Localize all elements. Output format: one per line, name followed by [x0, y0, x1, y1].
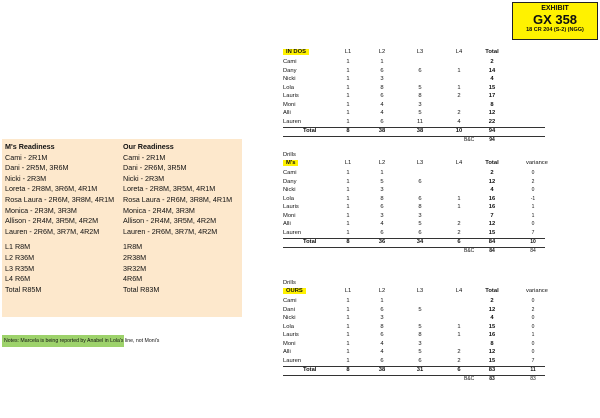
cell-l1: 1: [346, 187, 350, 193]
table-row: [283, 179, 545, 188]
cell-l2: 3: [380, 212, 384, 219]
cell-l2: 6: [380, 118, 384, 125]
table-row: [283, 59, 545, 68]
cell-variance: 0: [531, 349, 535, 355]
col-header-total: Total: [485, 160, 499, 166]
cell-l2: 6: [380, 306, 384, 313]
cell-l1: 1: [346, 349, 350, 355]
total-total: 84: [488, 239, 496, 245]
cell-total: 12: [488, 349, 496, 355]
table-row: [283, 341, 545, 350]
readiness-level: L3 R35M: [5, 263, 35, 273]
cell-variance: 7: [531, 229, 535, 236]
readiness-row: Loreta - 2R8M, 3R6M, 4R1M: [5, 184, 98, 194]
col-header-l1: L1: [344, 288, 352, 294]
cell-l1: 1: [346, 76, 350, 82]
total-row: [283, 366, 545, 376]
cell-l4: 2: [457, 93, 461, 99]
col-header-l3: L3: [416, 49, 424, 55]
cell-l4: 1: [457, 332, 461, 338]
table-row: [283, 324, 545, 333]
table-row: [283, 332, 545, 341]
cell-name: Moni: [283, 212, 296, 219]
cell-variance: 0: [531, 340, 535, 347]
col-header-variance: variance: [526, 288, 548, 294]
cell-l2: 4: [380, 101, 384, 108]
exhibit-label: EXHIBIT: [541, 5, 569, 12]
table-header-row: [283, 288, 548, 298]
col-header-l4: L4: [455, 288, 463, 294]
cell-variance: 0: [531, 323, 535, 330]
cell-name: Moni: [283, 340, 296, 347]
total-l4: 6: [457, 239, 461, 245]
cell-total: 16: [488, 332, 496, 338]
bc-variance: 83: [530, 376, 536, 382]
cell-name: Lola: [283, 84, 294, 91]
cell-total: 16: [488, 204, 496, 210]
cell-name: Lauren: [283, 229, 302, 236]
cell-total: 14: [488, 67, 496, 74]
table-row: [283, 315, 545, 324]
cell-l1: 1: [346, 332, 350, 338]
total-l2: 38: [378, 367, 386, 373]
cell-l4: 1: [457, 195, 461, 202]
ms-drills-table: [283, 152, 548, 256]
bc-variance: 84: [530, 248, 536, 254]
cell-variance: -1: [530, 195, 536, 202]
cell-l3: 6: [418, 229, 422, 236]
cell-l1: 1: [346, 306, 350, 313]
cell-l2: 6: [380, 357, 384, 364]
cell-name: Dani: [283, 306, 295, 313]
readiness-level: L1 R8M: [5, 242, 31, 252]
cell-l2: 6: [380, 93, 384, 99]
readiness-level: Total R83M: [123, 284, 160, 294]
total-label: Total: [303, 367, 317, 373]
readiness-row: Rosa Laura - 2R6M, 3R8M, 4R1M: [123, 194, 233, 204]
cell-variance: 7: [531, 357, 535, 364]
cell-l3: 5: [418, 306, 422, 313]
cell-name: Dany: [283, 178, 297, 185]
table-row: [283, 102, 545, 111]
cell-l3: 3: [418, 340, 422, 347]
cell-l1: 1: [346, 118, 350, 125]
ms-readiness-column: [5, 142, 114, 295]
total-l4: 10: [455, 128, 463, 134]
readiness-row: Loreta - 2R8M, 3R5M, 4R1M: [123, 184, 216, 194]
cell-name: Lauris: [283, 204, 299, 210]
cell-l2: 8: [380, 84, 384, 91]
cell-name: Lauris: [283, 332, 299, 338]
table-row: [283, 85, 545, 94]
cell-variance: 2: [531, 306, 535, 313]
cell-name: Cami: [283, 59, 297, 65]
cell-total: 12: [488, 306, 496, 313]
cell-total: 2: [490, 170, 494, 176]
cell-l1: 1: [346, 357, 350, 364]
drills-label: Drills: [283, 280, 296, 286]
cell-name: Alli: [283, 221, 291, 227]
readiness-row: Allison - 2R4M, 3R5M, 4R2M: [123, 216, 217, 226]
exhibit-number: GX 358: [532, 12, 578, 27]
cell-variance: 1: [531, 332, 535, 338]
cell-l3: 8: [418, 332, 422, 338]
cell-name: Alli: [283, 110, 291, 116]
cell-l4: 1: [457, 323, 461, 330]
total-l2: 38: [378, 128, 386, 134]
cell-l1: 1: [346, 221, 350, 227]
table-header-row: [283, 160, 548, 170]
cell-l2: 8: [380, 195, 384, 202]
cell-l1: 1: [346, 212, 350, 219]
table-row: [283, 196, 545, 205]
col-header-l3: L3: [416, 288, 424, 294]
cell-variance: 0: [531, 187, 535, 193]
total-label: Total: [303, 239, 317, 245]
cell-name: Nicki: [283, 76, 296, 82]
cell-l2: 1: [380, 170, 384, 176]
bc-label: B&C: [464, 376, 475, 382]
cell-name: Moni: [283, 101, 296, 108]
col-header-total: Total: [485, 49, 499, 55]
cell-l1: 1: [346, 101, 350, 108]
cell-l1: 1: [346, 84, 350, 91]
total-l2: 36: [378, 239, 386, 245]
ms-readiness-title: M's Readiness: [5, 142, 55, 151]
cell-l3: 11: [416, 118, 424, 125]
col-header-l3: L3: [416, 160, 424, 166]
cell-l3: 5: [418, 84, 422, 91]
cell-l2: 4: [380, 221, 384, 227]
table-row: [283, 221, 545, 230]
table-row: [283, 204, 545, 213]
cell-total: 16: [488, 195, 496, 202]
cell-l1: 1: [346, 110, 350, 116]
table-row: [283, 230, 545, 239]
cell-l3: 5: [418, 110, 422, 116]
col-header-l2: L2: [378, 160, 386, 166]
cell-name: Lauris: [283, 93, 299, 99]
cell-l1: 1: [346, 315, 350, 321]
cell-name: Cami: [283, 298, 297, 304]
table-row: [283, 76, 545, 85]
cell-total: 15: [488, 357, 496, 364]
cell-l4: 1: [457, 204, 461, 210]
table-row: [283, 119, 545, 128]
cell-total: 12: [488, 221, 496, 227]
total-l1: 8: [346, 367, 350, 373]
cell-l3: 6: [418, 178, 422, 185]
cell-l4: 2: [457, 221, 461, 227]
readiness-level: 2R38M: [123, 252, 147, 262]
cell-l3: 8: [418, 93, 422, 99]
cell-variance: 0: [531, 298, 535, 304]
col-header-l1: L1: [344, 160, 352, 166]
cell-total: 17: [488, 93, 496, 99]
table-row: [283, 358, 545, 367]
cell-l3: 3: [418, 101, 422, 108]
col-header-total: Total: [485, 288, 499, 294]
table-row: [283, 68, 545, 77]
cell-l4: 2: [457, 110, 461, 116]
cell-l4: 2: [457, 229, 461, 236]
readiness-row: Monica - 2R4M, 3R3M: [123, 205, 195, 215]
our-readiness-title: Our Readiness: [123, 142, 174, 151]
cell-l4: 4: [457, 118, 461, 125]
bc-total: 84: [489, 248, 495, 254]
cell-total: 4: [490, 76, 494, 82]
readiness-level: 4R6M: [123, 274, 143, 284]
cell-name: Dany: [283, 67, 297, 74]
cell-l3: 3: [418, 212, 422, 219]
exhibit-case: 18 CR 204 (S-2) (NGG): [526, 27, 584, 33]
col-header-l1: L1: [344, 49, 352, 55]
cell-l2: 6: [380, 229, 384, 236]
cell-variance: 0: [531, 170, 535, 176]
cell-l2: 4: [380, 340, 384, 347]
readiness-row: Monica - 2R3M, 3R3M: [5, 205, 77, 215]
cell-l3: 8: [418, 204, 422, 210]
cell-l3: 5: [418, 349, 422, 355]
table-row: [283, 187, 545, 196]
cell-l4: 2: [457, 357, 461, 364]
cell-l1: 1: [346, 340, 350, 347]
total-row: [283, 127, 545, 137]
total-label: Total: [303, 128, 317, 134]
total-l3: 38: [416, 128, 424, 134]
readiness-level: Total R85M: [5, 284, 42, 294]
cell-l3: 5: [418, 221, 422, 227]
table-row: [283, 170, 545, 179]
cell-l1: 1: [346, 323, 350, 330]
cell-l2: 6: [380, 67, 384, 74]
readiness-level: 3R32M: [123, 263, 147, 273]
cell-total: 4: [490, 187, 494, 193]
cell-l3: 5: [418, 323, 422, 330]
total-l1: 8: [346, 128, 350, 134]
total-l4: 6: [457, 367, 461, 373]
table-row: [283, 93, 545, 102]
table-title: OURS: [283, 288, 306, 294]
readiness-panel: [2, 139, 242, 317]
cell-l2: 8: [380, 323, 384, 330]
cell-total: 7: [490, 212, 494, 219]
cell-l2: 4: [380, 110, 384, 116]
cell-l2: 3: [380, 315, 384, 321]
table-row: [283, 213, 545, 222]
cell-variance: 0: [531, 315, 535, 321]
total-row: [283, 238, 545, 248]
cell-l2: 3: [380, 187, 384, 193]
readiness-row: Nicki - 2R3M: [123, 173, 165, 183]
ours-drills-table: [283, 280, 548, 384]
cell-total: 22: [488, 118, 496, 125]
in-dos-table: [283, 49, 545, 145]
cell-l1: 1: [346, 93, 350, 99]
col-header-l4: L4: [455, 49, 463, 55]
readiness-row: Lauren - 2R6M, 3R7M, 4R2M: [123, 226, 218, 236]
drills-label: Drills: [283, 152, 296, 158]
table-title: M's: [283, 160, 298, 166]
readiness-level: L4 R6M: [5, 274, 31, 284]
total-total: 83: [488, 367, 496, 373]
readiness-row: Nicki - 2R3M: [5, 173, 47, 183]
cell-l1: 1: [346, 204, 350, 210]
cell-variance: 1: [531, 204, 535, 210]
cell-l3: 6: [418, 195, 422, 202]
readiness-row: Cami - 2R1M: [5, 152, 48, 162]
cell-l1: 1: [346, 67, 350, 74]
cell-variance: 1: [531, 212, 535, 219]
cell-l1: 1: [346, 229, 350, 236]
table-row: [283, 298, 545, 307]
our-readiness-column: [123, 142, 232, 295]
cell-name: Nicki: [283, 315, 296, 321]
readiness-level: 1R8M: [123, 242, 143, 252]
col-header-l2: L2: [378, 288, 386, 294]
cell-name: Cami: [283, 170, 297, 176]
total-variance: 10: [530, 239, 536, 245]
bc-row: [283, 376, 545, 384]
readiness-row: Dani - 2R6M, 3R5M: [123, 163, 187, 173]
bc-label: B&C: [464, 137, 475, 143]
cell-total: 15: [488, 84, 496, 91]
cell-l1: 1: [346, 59, 350, 65]
total-l3: 31: [416, 367, 424, 373]
col-header-l2: L2: [378, 49, 386, 55]
col-header-l4: L4: [455, 160, 463, 166]
table-title: IN DOS: [283, 49, 309, 55]
bc-total: 94: [489, 137, 495, 143]
table-row: [283, 307, 545, 316]
cell-total: 2: [490, 59, 494, 65]
cell-l1: 1: [346, 178, 350, 185]
total-total: 94: [488, 128, 496, 134]
cell-name: Lola: [283, 195, 294, 202]
cell-name: Alli: [283, 349, 291, 355]
readiness-row: Dani - 2R5M, 3R6M: [5, 163, 69, 173]
cell-l2: 5: [380, 178, 384, 185]
cell-l2: 1: [380, 298, 384, 304]
cell-l2: 6: [380, 204, 384, 210]
readiness-level: L2 R36M: [5, 252, 35, 262]
cell-name: Lola: [283, 323, 294, 330]
cell-variance: 2: [531, 178, 535, 185]
readiness-row: Lauren - 2R6M, 3R7M, 4R2M: [5, 226, 100, 236]
total-l1: 8: [346, 239, 350, 245]
cell-l4: 2: [457, 349, 461, 355]
total-variance: 11: [530, 367, 536, 373]
table-header-row: [283, 49, 545, 59]
bc-row: [283, 248, 545, 256]
table-row: [283, 349, 545, 358]
bc-label: B&C: [464, 248, 475, 254]
cell-l1: 1: [346, 195, 350, 202]
cell-total: 15: [488, 229, 496, 236]
col-header-variance: variance: [526, 160, 548, 166]
cell-total: 4: [490, 315, 494, 321]
cell-name: Lauren: [283, 118, 302, 125]
cell-l2: 1: [380, 59, 384, 65]
cell-variance: 0: [531, 221, 535, 227]
cell-total: 12: [488, 178, 496, 185]
cell-l2: 4: [380, 349, 384, 355]
table-row: [283, 110, 545, 119]
cell-l4: 1: [457, 84, 461, 91]
readiness-row: Allison - 2R4M, 3R5M, 4R2M: [5, 216, 99, 226]
cell-l3: 6: [418, 357, 422, 364]
cell-l2: 3: [380, 76, 384, 82]
cell-l1: 1: [346, 170, 350, 176]
cell-total: 8: [490, 101, 494, 108]
bc-row: [283, 137, 545, 145]
note-text: Notes: Marcela is being reported by Anabel in Lola's line, not Moni's: [2, 335, 124, 347]
cell-total: 12: [488, 110, 496, 116]
bc-total: 83: [489, 376, 495, 382]
total-l3: 34: [416, 239, 424, 245]
readiness-row: Rosa Laura - 2R6M, 3R8M, 4R1M: [5, 194, 115, 204]
cell-total: 2: [490, 298, 494, 304]
cell-total: 15: [488, 323, 496, 330]
cell-l1: 1: [346, 298, 350, 304]
cell-name: Lauren: [283, 357, 302, 364]
cell-name: Nicki: [283, 187, 296, 193]
exhibit-sticker: [512, 2, 598, 40]
cell-l3: 6: [418, 67, 422, 74]
cell-total: 8: [490, 340, 494, 347]
cell-l2: 6: [380, 332, 384, 338]
cell-l4: 1: [457, 67, 461, 74]
readiness-row: Cami - 2R1M: [123, 152, 166, 162]
